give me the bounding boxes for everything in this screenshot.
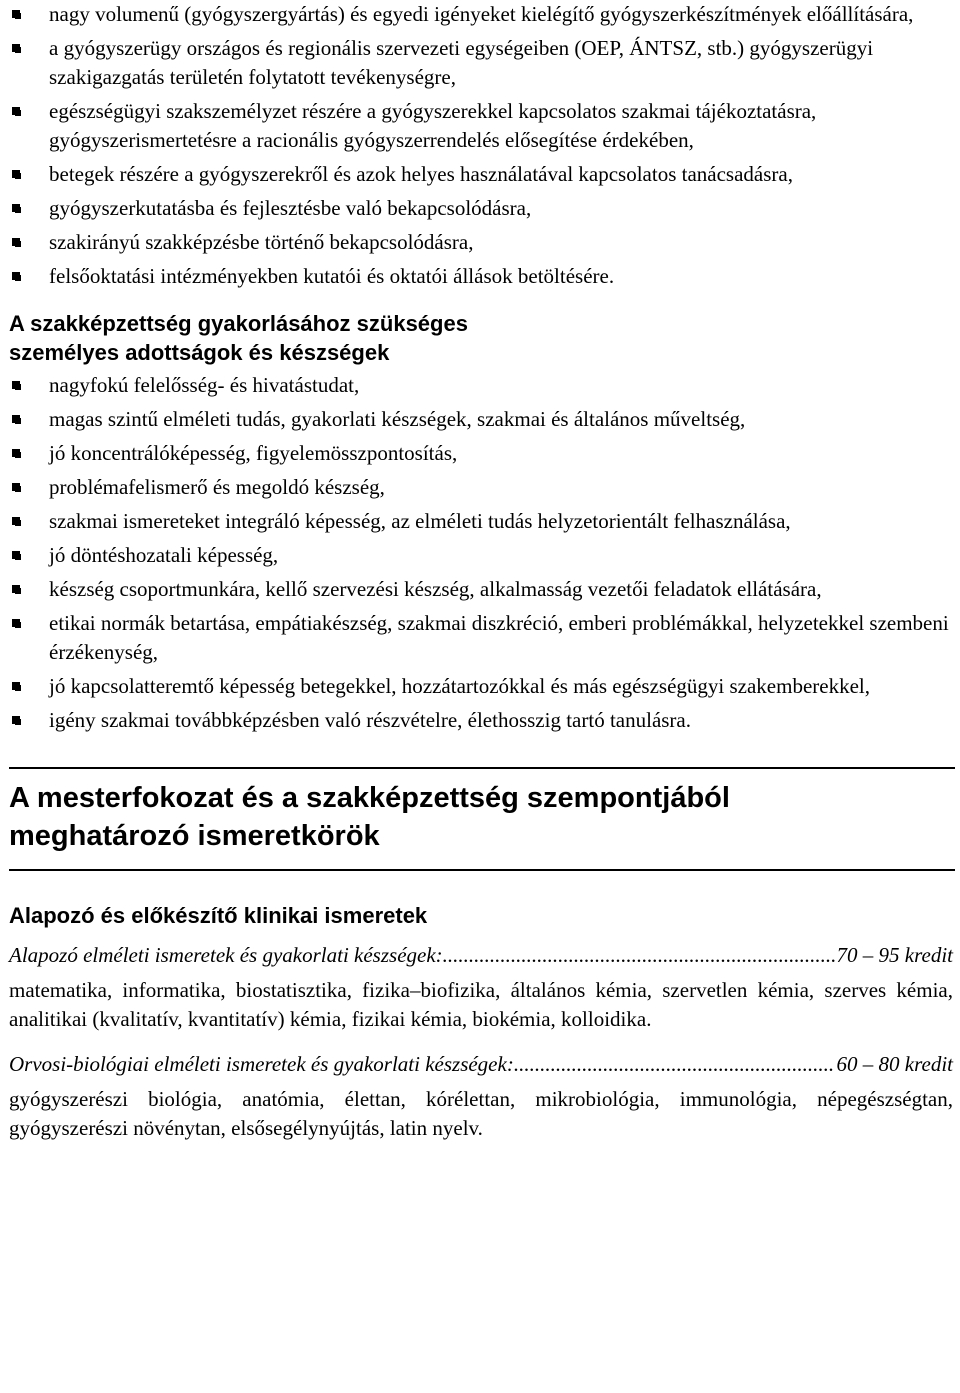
course-name: Orvosi-biológiai elméleti ismeretek és gyakorlati készségek: bbox=[9, 1052, 514, 1076]
list-item bbox=[9, 672, 953, 701]
list-item-text: egészségügyi szakszemélyzet részére a gyógyszerekkel kapcsolatos szakmai tájékoztatásra, gyógyszerismertetésre a racionális gyógyszerrendelés elősegítése érdekében, bbox=[49, 99, 817, 152]
list-item-text: magas szintű elméleti tudás, gyakorlati készségek, szakmai és általános műveltség, bbox=[49, 407, 746, 431]
dot-leader bbox=[443, 941, 835, 970]
square-bullet-icon bbox=[12, 272, 20, 280]
list-item bbox=[9, 371, 953, 400]
section-divider-top bbox=[9, 767, 955, 769]
list-item-text: betegek részére a gyógyszerekről és azok helyes használatával kapcsolatos tanácsadásra, bbox=[49, 162, 793, 186]
square-bullet-icon bbox=[12, 483, 20, 491]
skills-list bbox=[9, 371, 953, 735]
list-item bbox=[9, 194, 953, 223]
square-bullet-icon bbox=[12, 682, 20, 690]
main-heading-line2: meghatározó ismeretkörök bbox=[9, 820, 380, 852]
square-bullet-icon bbox=[12, 170, 20, 178]
square-bullet-icon bbox=[12, 585, 20, 593]
list-item bbox=[9, 262, 953, 291]
main-heading-line1: A mesterfokozat és a szakképzettség szempontjából bbox=[9, 782, 730, 814]
dot-leader bbox=[514, 1050, 835, 1079]
list-item-text: etikai normák betartása, empátiakészség, szakmai diszkréció, emberi problémákkal, helyzetekkel szembeni érzékenység, bbox=[49, 611, 949, 664]
list-item bbox=[9, 34, 953, 92]
list-item-text: gyógyszerkutatásba és fejlesztésbe való bekapcsolódásra, bbox=[49, 196, 532, 220]
square-bullet-icon bbox=[12, 619, 20, 627]
course-credit: 60 – 80 kredit bbox=[836, 1052, 953, 1076]
square-bullet-icon bbox=[12, 415, 20, 423]
document-page bbox=[9, 0, 953, 1143]
course-name: Alapozó elméleti ismeretek és gyakorlati készségek: bbox=[9, 943, 443, 967]
square-bullet-icon bbox=[12, 551, 20, 559]
list-item-text: jó döntéshozatali képesség, bbox=[49, 543, 279, 567]
square-bullet-icon bbox=[12, 716, 20, 724]
career-list bbox=[9, 0, 953, 291]
list-item bbox=[9, 609, 953, 667]
list-item-text: felsőoktatási intézményekben kutatói és oktatói állások betöltésére. bbox=[49, 264, 615, 288]
list-item-text: szakmai ismereteket integráló képesség, az elméleti tudás helyzetorientált felhasználása, bbox=[49, 509, 791, 533]
list-item bbox=[9, 405, 953, 434]
course-credit: 70 – 95 kredit bbox=[836, 943, 953, 967]
list-item bbox=[9, 97, 953, 155]
list-item-text: szakirányú szakképzésbe történő bekapcsolódásra, bbox=[49, 230, 474, 254]
list-item-text: nagyfokú felelősség- és hivatástudat, bbox=[49, 373, 360, 397]
list-item bbox=[9, 0, 953, 29]
square-bullet-icon bbox=[12, 381, 20, 389]
course-description: matematika, informatika, biostatisztika, fizika–biofizika, általános kémia, szervetlen kémia, szerves kémia, analitikai (kvalitatív, kvantitatív) kémia, fizikai kémia, biokémia, kolloidika. bbox=[9, 978, 953, 1031]
square-bullet-icon bbox=[12, 10, 20, 18]
square-bullet-icon bbox=[12, 449, 20, 457]
list-item-text: problémafelismerő és megoldó készség, bbox=[49, 475, 385, 499]
list-item-text: jó kapcsolatteremtő képesség betegekkel, hozzátartozókkal és más egészségügyi szakemberekkel, bbox=[49, 674, 870, 698]
main-section-heading bbox=[9, 779, 953, 855]
skills-heading-line1: A szakképzettség gyakorlásához szükséges bbox=[9, 311, 468, 336]
list-item bbox=[9, 160, 953, 189]
list-item-text: nagy volumenű (gyógyszergyártás) és egyedi igényeket kielégítő gyógyszerkészítmények előállítására, bbox=[49, 2, 914, 26]
list-item bbox=[9, 575, 953, 604]
list-item-text: igény szakmai továbbképzésben való részvételre, élethosszig tartó tanulásra. bbox=[49, 708, 691, 732]
square-bullet-icon bbox=[12, 44, 20, 52]
list-item-text: jó koncentrálóképesség, figyelemösszpontosítás, bbox=[49, 441, 458, 465]
course-description: gyógyszerészi biológia, anatómia, élettan, kórélettan, mikrobiológia, immunológia, népegészségtan, gyógyszerészi növénytan, elsősegélynyújtás, latin nyelv. bbox=[9, 1087, 953, 1140]
course-line-basic-theory bbox=[9, 941, 953, 970]
list-item-text: a gyógyszerügy országos és regionális szervezeti egységeiben (OEP, ÁNTSZ, stb.) gyógyszerügyi szakigazgatás területén folytatott tevékenységre, bbox=[49, 36, 874, 89]
list-item bbox=[9, 473, 953, 502]
square-bullet-icon bbox=[12, 107, 20, 115]
section-divider-bottom bbox=[9, 869, 955, 871]
square-bullet-icon bbox=[12, 204, 20, 212]
skills-heading-line2: személyes adottságok és készségek bbox=[9, 340, 390, 365]
list-item-text: készség csoportmunkára, kellő szervezési készség, alkalmasság vezetői feladatok ellátására, bbox=[49, 577, 822, 601]
list-item bbox=[9, 706, 953, 735]
list-item bbox=[9, 541, 953, 570]
square-bullet-icon bbox=[12, 517, 20, 525]
course-line-medical-biology bbox=[9, 1050, 953, 1079]
skills-heading bbox=[9, 309, 953, 367]
list-item bbox=[9, 228, 953, 257]
list-item bbox=[9, 439, 953, 468]
basic-knowledge-heading: Alapozó és előkészítő klinikai ismeretek bbox=[9, 903, 428, 928]
square-bullet-icon bbox=[12, 238, 20, 246]
list-item bbox=[9, 507, 953, 536]
